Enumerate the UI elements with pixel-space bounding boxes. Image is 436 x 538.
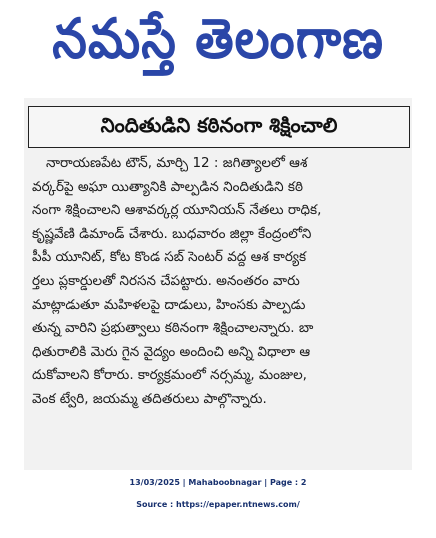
- edition-info: 13/03/2025 | Mahaboobnagar | Page : 2: [129, 478, 307, 487]
- article-line: కృష్ణవేణి డిమాండ్ చేశారు. బుధవారం జిల్లా కేంద్రంలోని: [32, 225, 312, 242]
- article-line: దుకోవాలని కోరారు. కార్యక్రమంలో నర్సమ్మ, మంజుల,: [32, 367, 307, 384]
- article-line: ర్తలు ప్లకార్డులతో నిరసన చేపట్టారు. అనంతరం వారు: [32, 272, 300, 289]
- article-line: తున్న వారిని ప్రభుత్వాలు కఠినంగా శిక్షించాలన్నారు. బా: [32, 320, 314, 337]
- article-line: ధితురాలికి మెరు గైన వైద్యం అందించి అన్ని విధాలా ఆ: [32, 343, 311, 360]
- headline-box: [28, 106, 410, 148]
- article-line: వర్కర్‌పై అఘా యిత్యానికి పాల్పడిన నిందితుడిని కఠి: [32, 178, 303, 195]
- newspaper-masthead: [0, 0, 436, 92]
- article-body: [32, 152, 406, 412]
- news-clipping: [24, 98, 412, 470]
- article-line: నారాయణపేట టౌన్, మార్చి 12 : జగిత్యాలలో ఆశ: [46, 155, 308, 171]
- article-headline: నిందితుడిని కఠినంగా శిక్షించాలి: [100, 112, 338, 137]
- masthead-title: నమస్తే తెలంగాణ: [52, 7, 384, 71]
- article-line: నంగా శిక్షించాలని ఆశావర్కర్ల యూనియన్ నేతలు రాధిక,: [32, 202, 322, 219]
- article-line: పీపీ యూనిట్, కోట కొండ సబ్ సెంటర్ వద్ద ఆశ కార్యక: [32, 249, 307, 266]
- article-line: మాట్లాడుతూ మహిళలపై దాడులు, హింసకు పాల్పడు: [32, 296, 306, 313]
- source-link[interactable]: Source : https://epaper.ntnews.com/: [136, 500, 300, 509]
- article-line: వెంక ట్వేరి, జయమ్మ తదితరులు పాల్గొన్నారు.: [32, 390, 267, 407]
